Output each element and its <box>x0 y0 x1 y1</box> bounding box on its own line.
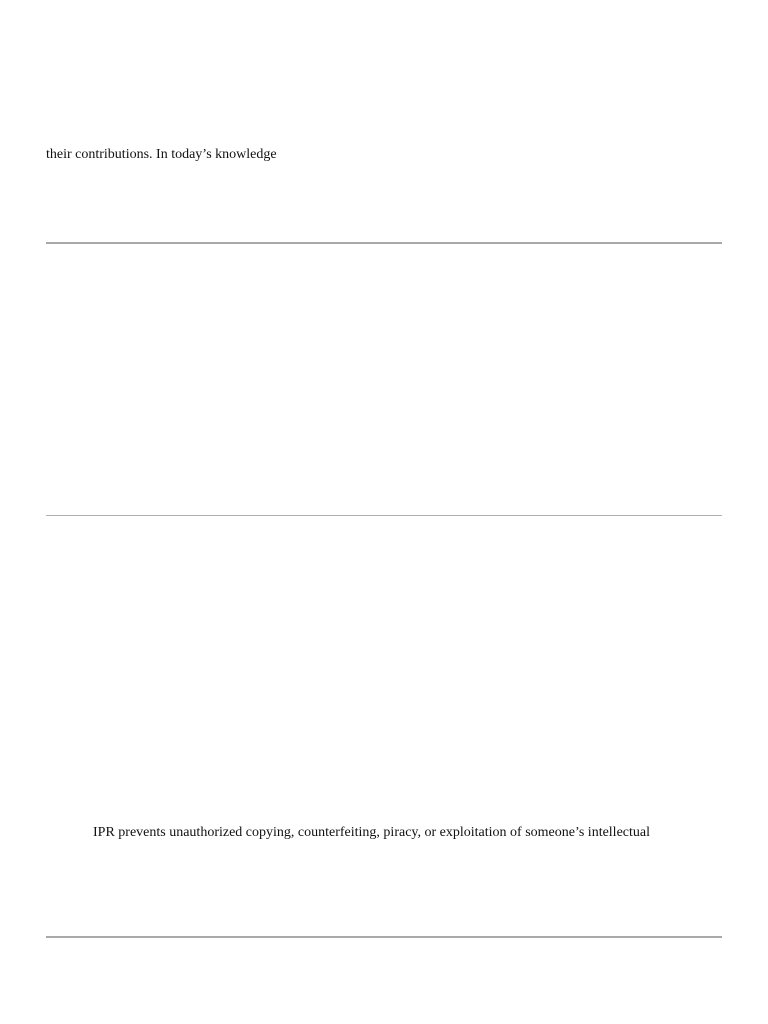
text-line-contributions: their contributions. In today’s knowledge <box>46 147 277 162</box>
text-line-ipr: IPR prevents unauthorized copying, counterfeiting, piracy, or exploitation of someone’s intellectual <box>93 825 650 840</box>
horizontal-rule-middle <box>46 515 722 516</box>
horizontal-rule-top <box>46 242 722 244</box>
horizontal-rule-bottom <box>46 936 722 938</box>
